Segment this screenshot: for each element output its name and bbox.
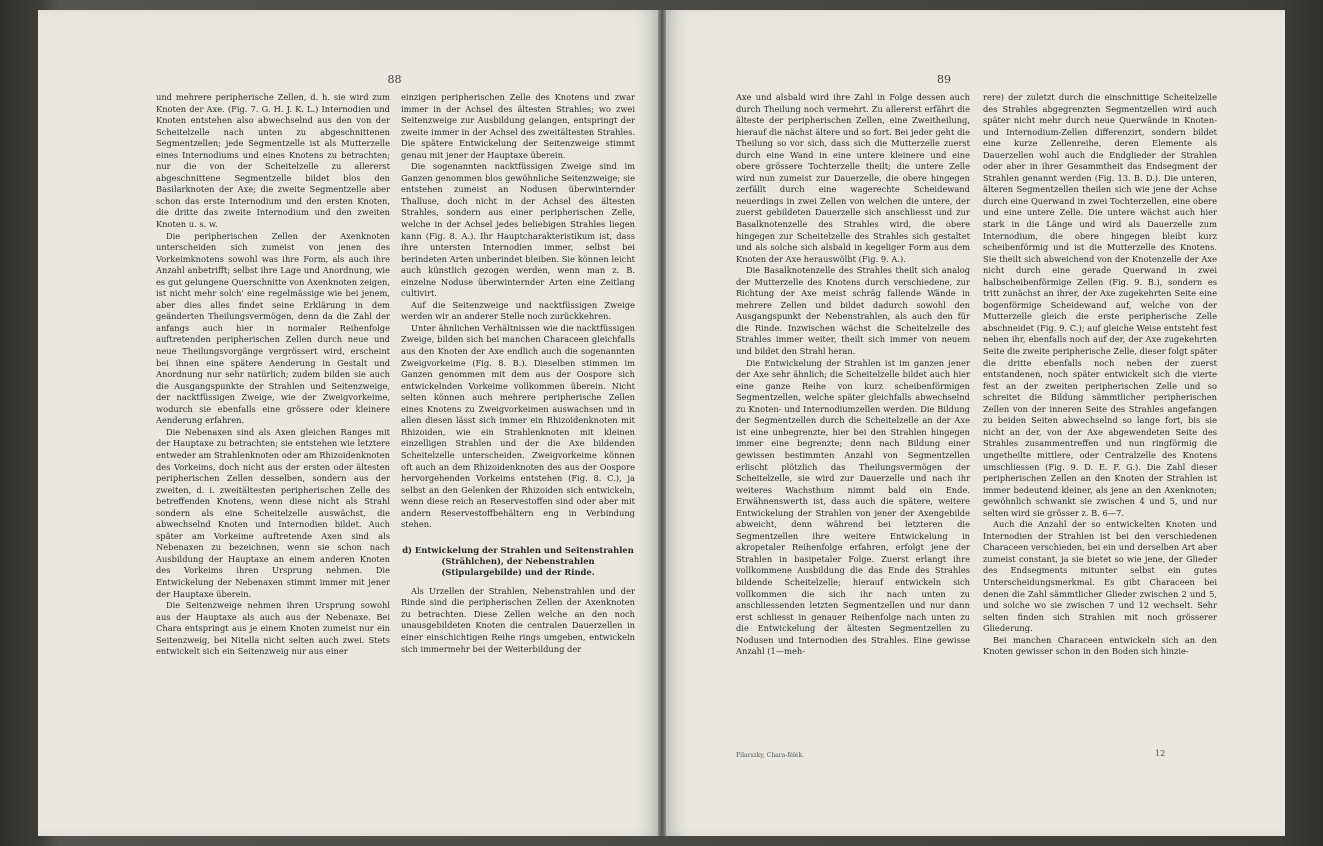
paragraph: Auf die Seitenzweige und nacktfüssigen Zweige werden wir an anderer Stelle noch zurückkehren.	[401, 299, 635, 322]
paragraph: Die sogenannten nacktfüssigen Zweige sind im Ganzen genommen blos gewöhnliche Seitenzweige; sie entstehen zumeist an Nodusen überwinternder Thalluse, doch nicht in der Achsel des ältesten Strahles, sondern aus einer peripherischen Zelle, welche in der Achsel jedes beliebigen Strahles liegen kann (Fig. 8. A.). Ihr Hauptcharakteristikum ist, dass ihre untersten Internodien immer, selbst bei berindeten Arten unberindet bleiben. Sie können leicht auch künstlich gezogen werden, wenn man z. B. einzelne Noduse überwinternder Arten eine Zeitlang cultivirt.	[401, 161, 635, 299]
paragraph: Die Basalknotenzelle des Strahles theilt sich analog der Mutterzelle des Knotens durch verschiedene, zur Richtung der Axe meist schräg fallende Wände in mehrere Zellen und bildet dadurch sowohl den Ausgangspunkt der Nebenstrahlen, als auch den für die Rinde. Inzwischen wächst die Scheitelzelle des Strahles immer weiter, theilt sich immer von neuem und bildet den Strahl heran.	[736, 265, 970, 357]
paragraph: Die peripherischen Zellen der Axenknoten unterscheiden sich zumeist von jenen des Vorkeimknotens sowohl was ihre Form, als auch ihre Anzahl anbetrifft; selbst ihre Lage und Anordnung, wie es gut gelungene Querschnitte von Axenknoten zeigen, ist nicht mehr solch' eine regelmässige wie bei jenem, aber dies alles findet seine Erklärung in dem geänderten Theilungsvermögen, denn da die Zahl der anfangs auch hier in normaler Reihenfolge auftretenden peripherischen Zellen durch neue und neue Theilungsvorgänge vergrössert wird, erscheint bei ihnen eine spätere Aenderung in Gestalt und Anordnung nur sehr natürlich; zudem bilden sie auch die Ausgangspunkte der Strahlen und Seitenzweige, der nacktfüssigen Zweige, wie der Zweigvorkeime, wodurch sie ebenfalls eine grössere oder kleinere Aenderung erfahren.	[156, 230, 390, 426]
signature-number: 12	[1155, 749, 1166, 758]
paragraph: Die Nebenaxen sind als Axen gleichen Ranges mit der Hauptaxe zu betrachten; sie entstehen wie letztere entweder am Strahlenknoten oder am Rhizoidenknoten des Vorkeims, doch nicht aus der ersten oder ältesten peripherischen Zellen desselben, sondern aus der zweiten, d. i. zweitältesten peripherischen Zelle des betreffenden Knotens, wenn diese nicht als Strahl sondern als eine Scheitelzelle auswächst, die abwechselnd Knoten und Internodien bildet. Auch später am Vorkeime auftretende Axen sind als Nebenaxen zu bezeichnen, wenn sie schon nach Ausbildung der Hauptaxe an einem anderen Knoten des Vorkeims ihren Ursprung nehmen. Die Entwickelung der Nebenaxen stimmt immer mit jener der Hauptaxe überein.	[156, 426, 390, 599]
paragraph: Axe und alsbald wird ihre Zahl in Folge dessen auch durch Theilung noch vermehrt. Zu allererst erfährt die älteste der peripherischen Zellen, eine Zweitheilung, hierauf die nächst ältere und so fort. Bei jeder geht die Theilung so vor sich, dass sich die Mutterzelle zuerst durch eine Wand in eine untere kleinere und eine obere grössere Tochterzelle theilt; die untere Zelle wird nun zumeist zur Dauerzelle, die obere hingegen zerfällt durch eine wagerechte Scheidewand neuerdings in zwei Zellen von welchen die untere, der zuerst gebildeten Dauerzelle sich anschliesst und zur Basalknotenzelle des Strahles wird, die obere hingegen zur Scheitelzelle des Strahles sich gestaltet und als solche sich alsbald in kegeliger Form aus dem Knoten der Axe herauswölbt (Fig. 9. A.).	[736, 92, 970, 264]
section-heading: d) Entwickelung der Strahlen und Seitenstrahlen (Strählchen), der Nebenstrahlen (Stipulargebilde) und der Rinde.	[402, 544, 634, 577]
paragraph: einzigen peripherischen Zelle des Knotens und zwar immer in der Achsel des ältesten Strahles; wo zwei Seitenzweige zur Ausbildung gelangen, entspringt der zweite immer in der Achsel des zweitältesten Strahles. Die spätere Entwickelung der Seitenzweige stimmt genau mit jener der Hauptaxe überein.	[401, 92, 635, 160]
left-page	[38, 10, 661, 836]
paragraph: Die Seitenzweige nehmen ihren Ursprung sowohl aus der Hauptaxe als auch aus der Nebenaxe. Bei Chara entspringt aus je einem Knoten zumeist nur ein Seitenzweig, bei Nitella nicht selten auch zwei. Stets entwickelt sich ein Seitenzweig nur aus einer	[156, 600, 390, 657]
left-column-2	[401, 92, 635, 655]
left-column-1	[156, 92, 390, 658]
paragraph: und mehrere peripherische Zellen, d. h. sie wird zum Knoten der Axe. (Fig. 7. G. H. J. K. L.) Internodien und Knoten entstehen also abwechselnd aus den von der Scheitelzelle nach unten zu abgeschnittenen Segmentzellen; jede Segmentzelle ist als Mutterzelle eines Internodiums und eines Knotens zu betrachten; nur die von der Scheitelzelle zu allererst abgeschnittene Segmentzelle bildet blos den Basilarknoten der Axe; die zweite Segmentzelle aber schon das erste Internodium und den ersten Knoten, die dritte das zweite Internodium und den zweiten Knoten u. s. w.	[156, 92, 390, 230]
paragraph: Die Entwickelung der Strahlen ist im ganzen jener der Axe sehr ähnlich; die Scheitelzelle bildet auch hier eine ganze Reihe von kurz scheibenförmigen Segmentzellen, welche später gleichfalls abwechselnd zu Knoten- und Internodiumzellen werden. Die Bildung der Segmentzellen durch die Scheitelzelle an der Axe ist eine unbegrenzte, hier bei den Strahlen hingegen immer eine begrenzte; denn nach Bildung einer gewissen bestimmten Anzahl von Segmentzellen erlischt plötzlich das Theilungsvermögen der Scheitelzelle, sie wird zur Dauerzelle und nach ihr weiteres Wachsthum nimmt bald ein Ende. Erwähnenswerth ist, dass auch die spätere, weitere Entwickelung der Strahlen von jener der Axengebilde abweicht, denn während bei letzteren die Segmentzellen ihre weitere Entwickelung in akropetaler Reihenfolge erfahren, erfolgt jene der Strahlen in basipetaler Folge. Zuerst erlangt ihre vollkommene Ausbildung die das Ende des Strahles bildende Scheitelzelle; hierauf entwickeln sich vollkommen die sich ihr nach unten zu anschliessenden letzten Segmentzellen und nur dann erst schliesst in genauer Reihenfolge nach unten zu die Entwickelung der ältesten Segmentzellen zu Nodusen und Internodien des Strahles. Eine gewisse Anzahl (1—meh-	[736, 357, 970, 657]
paragraph: Unter ähnlichen Verhältnissen wie die nacktfüssigen Zweige, bilden sich bei manchen Characeen gleichfalls aus den Knoten der Axe endlich auch die sogenannten Zweigvorkeime (Fig. 8. B.). Dieselben stimmen im Ganzen genommen mit dem aus der Oospore sich entwickelnden Vorkeime vollkommen überein. Nicht selten können auch mehrere peripherische Zellen eines Knotens zu Zweigvorkeimen auswachsen und in allen diesen lässt sich immer ein Rhizoidenknoten mit Rhizoiden, wie ein Strahlenknoten mit kleinen einzelligen Strahlen und der die Axe bildenden Scheitelzelle unterscheiden. Zweigvorkeime können oft auch an dem Rhizoidenknoten des aus der Oospore hervorgehenden Vorkeims entstehen (Fig. 8. C.), ja selbst an den Gelenken der Rhizoiden sich entwickeln, wenn diese reich an Reservestoffen sind oder aber mit andern Reservestoffbehältern eng in Verbindung stehen.	[401, 322, 635, 530]
book-gutter	[658, 10, 666, 836]
paragraph: Als Urzellen der Strahlen, Nebenstrahlen und der Rinde sind die peripherischen Zellen der Axenknoten zu betrachten. Diese Zellen welche an den noch unausgebildeten Knoten die centralen Dauerzellen in einer einschichtigen Reihe rings umgeben, entwickeln sich immermehr bei der Weiterbildung der	[401, 585, 635, 654]
right-column-1	[736, 92, 970, 658]
right-column-2	[983, 92, 1217, 658]
signature-line: Filarszky, Chara-félék.	[736, 752, 805, 759]
page-number-left: 88	[387, 73, 402, 86]
paragraph: rere) der zuletzt durch die einschnittige Scheitelzelle des Strahles abgegrenzten Segmentzellen wird auch später nicht mehr durch neue Querwände in Knoten- und Internodium-Zellen differenzirt, sondern bildet eine kurze Zellenreihe, deren Elemente als Dauerzellen wohl auch die Endglieder der Strahlen oder aber in ihrer Gesammtheit das Endsegment der Strahlen genannt werden (Fig. 13. B. D.). Die unteren, älteren Segmentzellen theilen sich wie jene der Achse durch eine Querwand in zwei Tochterzellen, eine obere und eine untere Zelle. Die untere wächst auch hier stark in die Länge und wird als Dauerzelle zum Internodium, die obere hingegen bleibt kurz scheibenförmig und ist die Mutterzelle des Knotens. Sie theilt sich abweichend von der Knotenzelle der Axe nicht durch eine gerade Querwand in zwei halbscheibenförmige Zellen (Fig. 9. B.), sondern es tritt zunächst an ihrer, der Axe zugekehrten Seite eine bogenförmige Scheidewand auf, welche von der Mutterzelle gleich die erste peripherische Zelle abschneidet (Fig. 9. C.); auf gleiche Weise entsteht fest neben ihr, ebenfalls noch auf der, der Axe zugekehrten Seite die zweite peripherische Zelle, dieser folgt später die dritte ebenfalls noch neben der zuerst entstandenen, noch später entwickelt sich die vierte fest an der zweiten peripherischen Zelle und so schreitet die Bildung sämmtlicher peripherischen Zellen von der inneren Seite des Strahles angefangen zu beiden Seiten abwechselnd so lange fort, bis sie nicht an der, von der Axe abgewendeten Seite des Strahles zusammentreffen und nun ringförmig die ungetheilte mittlere, oder Centralzelle des Knotens umschliessen (Fig. 9. D. E. F. G.). Die Zahl dieser peripherischen Zellen an den Knoten der Strahlen ist immer bedeutend kleiner, als jene an den Axenknoten; gewöhnlich schwankt sie zwischen 4 und 5, und nur selten wird sie grösser z. B. 6—7.	[983, 92, 1217, 518]
paragraph: Bei manchen Characeen entwickeln sich an den Knoten gewisser schon in den Boden sich hinzie-	[983, 634, 1217, 657]
paragraph: Auch die Anzahl der so entwickelten Knoten und Internodien der Strahlen ist bei den verschiedenen Characeen verschieden, bei ein und derselben Art aber zumeist constant, ja sie bietet so wie jene, der Glieder des Endsegments mitunter selbst ein gutes Unterscheidungsmerkmal. Es gibt Characeen bei denen die Zahl sämmtlicher Glieder zwischen 2 und 5, und solche wo sie zwischen 7 und 12 wechselt. Sehr selten finden sich Strahlen mit noch grösserer Gliederung.	[983, 519, 1217, 634]
right-page	[663, 10, 1285, 836]
page-number-right: 89	[937, 73, 951, 86]
